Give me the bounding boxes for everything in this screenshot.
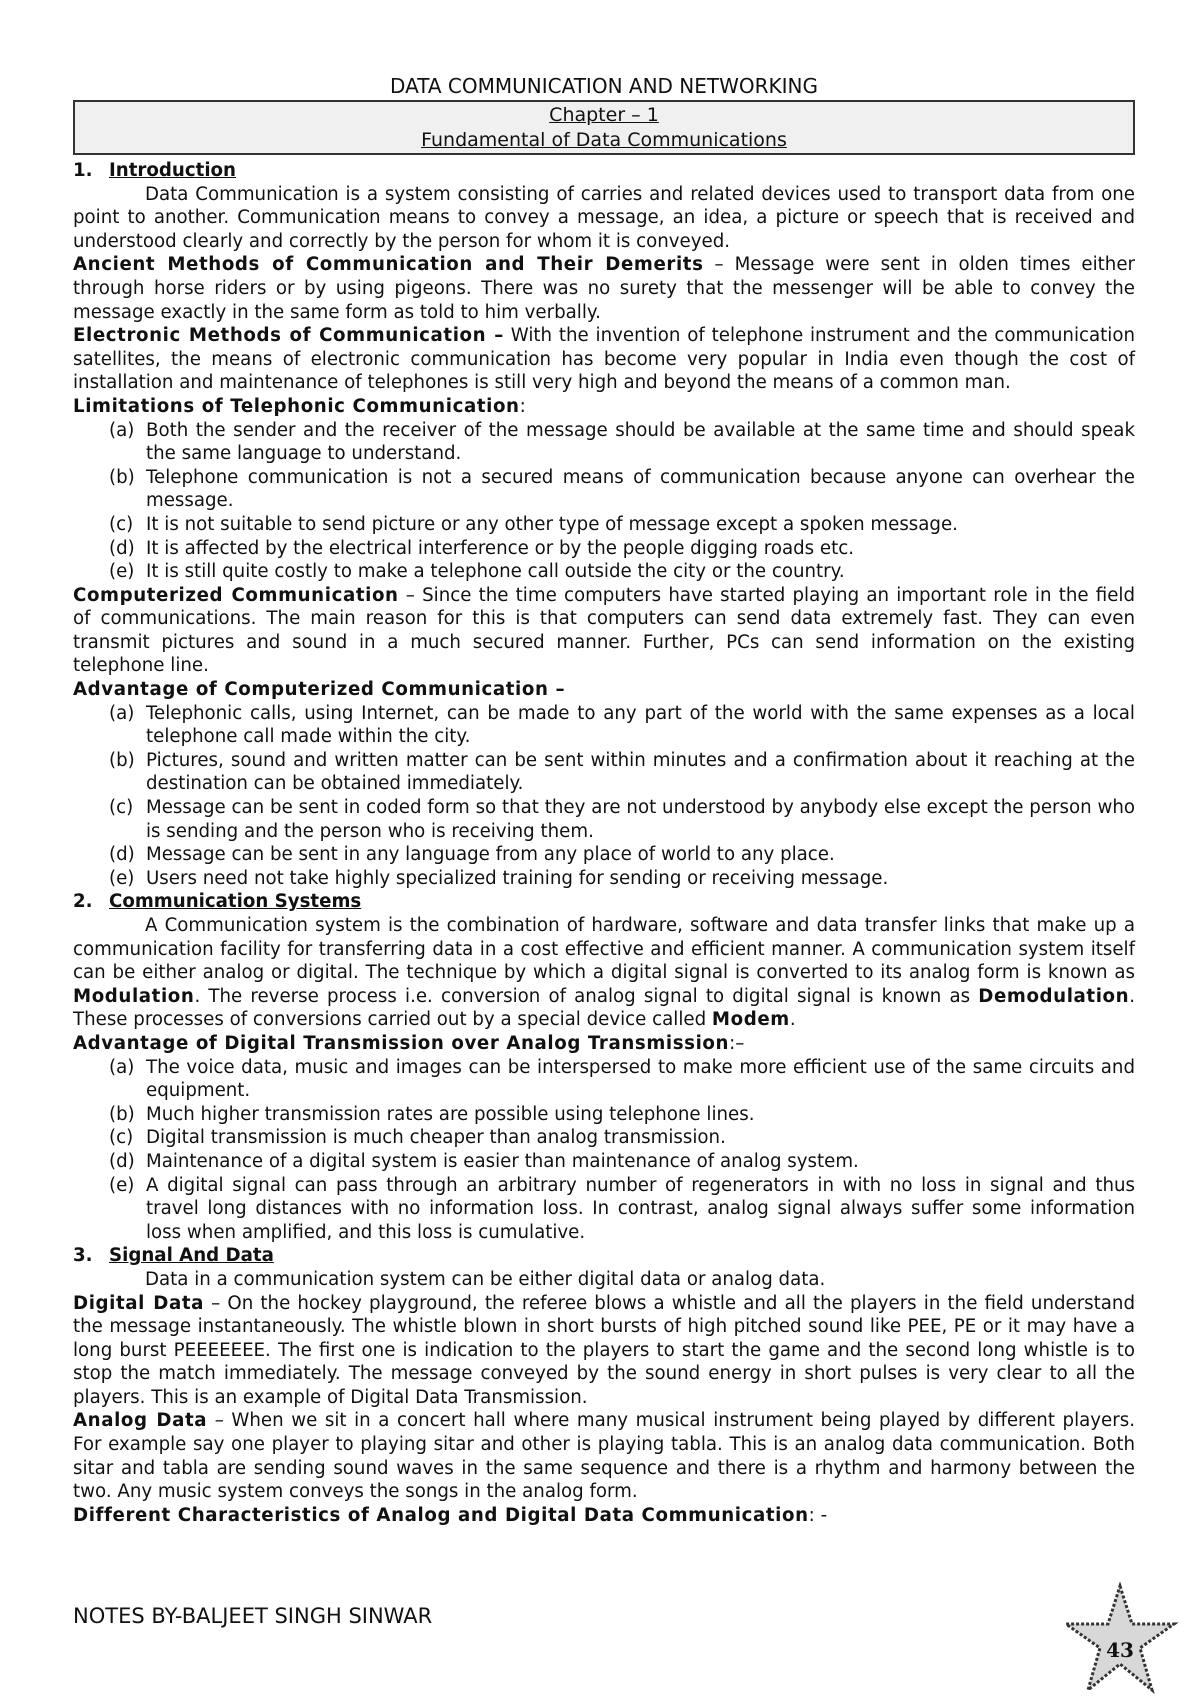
list-marker: (a) bbox=[109, 419, 135, 441]
list-item bbox=[109, 513, 1135, 537]
heading-tail: :– bbox=[729, 1032, 745, 1054]
list-marker: (e) bbox=[109, 561, 135, 583]
digital-data-text: – On the hockey playground, the referee blows a whistle and all the players in the field understand the message instantaneously. The whistle blown in short bursts of high pitched sound like PEE, PE or it may have a long burst PEEEEEEE. The first one is indication to the players to start the game and the second long whistle is to stop the match immediately. The message conveyed by the sound energy in short pulses is very clear to all the players. This is an example of Digital Data Transmission. bbox=[73, 1292, 1136, 1408]
computerized-heading: Computerized Communication bbox=[73, 584, 399, 606]
digital-data-heading: Digital Data bbox=[73, 1292, 205, 1314]
list-item-text: It is not suitable to send picture or any other type of message except a spoken message. bbox=[146, 513, 958, 535]
digital-advantages-heading bbox=[73, 1032, 1135, 1056]
signal-data-intro: Data in a communication system can be either digital data or analog data. bbox=[145, 1268, 826, 1290]
list-marker: (c) bbox=[109, 1127, 134, 1149]
list-marker: (a) bbox=[109, 702, 135, 724]
electronic-methods-text: With the invention of telephone instrument and the communication satellites, the means of electronic communication has become very popular in India even though the cost of installation and maintenance of telephones is still very high and beyond the means of a common man. bbox=[73, 325, 1135, 394]
list-item bbox=[109, 1174, 1135, 1245]
list-marker: (c) bbox=[109, 797, 134, 819]
advantages-heading bbox=[73, 678, 1135, 702]
document-page bbox=[73, 72, 1135, 1527]
list-marker: (a) bbox=[109, 1056, 135, 1078]
chapter-header-box bbox=[73, 100, 1135, 155]
list-marker: (b) bbox=[109, 749, 135, 771]
chapter-label: Chapter – 1 bbox=[549, 104, 659, 126]
communication-systems-paragraph bbox=[73, 914, 1135, 1032]
paragraph-text: . The reverse process i.e. conversion of analog signal to digital signal is known as bbox=[194, 985, 979, 1007]
section-title: Communication Systems bbox=[109, 891, 362, 913]
term-modem: Modem bbox=[711, 1009, 790, 1031]
list-item bbox=[109, 749, 1135, 796]
list-item-text: Digital transmission is much cheaper than analog transmission. bbox=[146, 1127, 726, 1149]
list-item-text: Message can be sent in coded form so that they are not understood by anybody else except the person who is sending and the person who is receiving them. bbox=[146, 797, 1135, 842]
footer-notes: NOTES BY-BALJEET SINGH SINWAR bbox=[73, 1604, 433, 1628]
list-marker: (b) bbox=[109, 466, 135, 488]
list-item-text: Pictures, sound and written matter can be sent within minutes and a confirmation about it reaching at the destination can be obtained immediately. bbox=[146, 749, 1135, 795]
list-item-text: Telephone communication is not a secured means of communication because anyone can overhear the message. bbox=[146, 466, 1135, 512]
paragraph-text: . bbox=[789, 1009, 796, 1031]
page-number-star-icon bbox=[1052, 1582, 1188, 1698]
term-demodulation: Demodulation bbox=[978, 985, 1130, 1007]
list-marker: (e) bbox=[109, 1174, 135, 1196]
section-number: 3. bbox=[73, 1245, 93, 1267]
limitations-colon: : bbox=[519, 395, 526, 417]
list-item bbox=[109, 1103, 1135, 1127]
list-item bbox=[109, 1056, 1135, 1103]
list-item bbox=[109, 796, 1135, 843]
electronic-methods-heading: Electronic Methods of Communication – bbox=[73, 325, 504, 347]
list-item bbox=[109, 867, 1135, 891]
list-item-text: Users need not take highly specialized training for sending or receiving message. bbox=[146, 867, 889, 889]
analog-data-text: – When we sit in a concert hall where many musical instrument being played by different players. For example say one player to playing sitar and other is playing tabla. This is an analog data communication. Both sitar and tabla are sending sound waves in the same sequence and there is a rhythm and harmony between the two. Any music system conveys the songs in the analog form. bbox=[73, 1410, 1135, 1503]
section-3-heading bbox=[73, 1244, 1135, 1268]
ancient-methods-paragraph bbox=[73, 253, 1135, 324]
section-2-heading bbox=[73, 890, 1135, 914]
list-item-text: The voice data, music and images can be interspersed to make more efficient use of the same circuits and equipment. bbox=[146, 1056, 1135, 1102]
ancient-methods-heading: Ancient Methods of Communication and Their Demerits bbox=[73, 254, 704, 276]
list-marker: (d) bbox=[109, 1150, 135, 1172]
limitations-heading bbox=[73, 395, 1135, 419]
document-title: DATA COMMUNICATION AND NETWORKING bbox=[390, 74, 818, 98]
digital-data-paragraph bbox=[73, 1292, 1135, 1410]
list-item-text: Message can be sent in any language from any place of world to any place. bbox=[146, 844, 835, 866]
digital-advantages-list bbox=[73, 1056, 1135, 1245]
list-item-text: Maintenance of a digital system is easier than maintenance of analog system. bbox=[146, 1150, 859, 1172]
analog-data-paragraph bbox=[73, 1409, 1135, 1503]
list-item bbox=[109, 843, 1135, 867]
list-item bbox=[109, 560, 1135, 584]
chapter-title: Fundamental of Data Communications bbox=[421, 129, 787, 151]
page-number: 43 bbox=[1106, 1638, 1134, 1662]
list-item-text: Telephonic calls, using Internet, can be made to any part of the world with the same expenses as a local telephone call made within the city. bbox=[146, 702, 1135, 748]
section-1-heading bbox=[73, 159, 1135, 183]
list-item-text: It is still quite costly to make a telephone call outside the city or the country. bbox=[146, 561, 845, 583]
computerized-text: – Since the time computers have started playing an important role in the field of communications. The main reason for this is that computers can send data extremely fast. They can even transmit pictures and sound in a much secured manner. Further, PCs can send information on the existing telephone line. bbox=[73, 584, 1135, 677]
intro-paragraph: Data Communication is a system consisting of carries and related devices used to transport data from one point to another. Communication means to convey a message, an idea, a picture or speech that is received and understood clearly and correctly by the person for whom it is conveyed. bbox=[73, 183, 1135, 252]
list-item bbox=[109, 466, 1135, 513]
limitations-list bbox=[73, 419, 1135, 584]
ancient-methods-text: – Message were sent in olden times either through horse riders or by using pigeons. There was no surety that the messenger will be able to convey the message exactly in the same form as told to him verbally. bbox=[73, 254, 1135, 323]
advantages-heading-text: Advantage of Computerized Communication – bbox=[73, 679, 566, 701]
section-title: Signal And Data bbox=[109, 1245, 274, 1267]
list-marker: (d) bbox=[109, 537, 135, 559]
list-marker: (b) bbox=[109, 1103, 135, 1125]
list-marker: (e) bbox=[109, 867, 135, 889]
paragraph-text: A Communication system is the combination of hardware, software and data transfer links that make up a communication facility for transferring data in a cost effective and efficient manner. A communication system itself can be either analog or digital. The technique by which a digital signal is converted to its analog form is known as bbox=[73, 915, 1135, 984]
list-marker: (d) bbox=[109, 844, 135, 866]
computerized-advantages-list bbox=[73, 702, 1135, 891]
list-item-text: Both the sender and the receiver of the message should be available at the same time and should speak the same language to understand. bbox=[146, 419, 1135, 465]
list-item bbox=[109, 1126, 1135, 1150]
term-modulation: Modulation bbox=[73, 985, 195, 1007]
characteristics-heading bbox=[73, 1504, 1135, 1528]
list-item bbox=[109, 537, 1135, 561]
electronic-methods-paragraph bbox=[73, 324, 1135, 395]
digital-advantages-heading-text: Advantage of Digital Transmission over Analog Transmission bbox=[73, 1032, 730, 1054]
section-number: 1. bbox=[73, 160, 93, 181]
characteristics-heading-text: Different Characteristics of Analog and Digital Data Communication bbox=[73, 1504, 809, 1526]
heading-tail: : - bbox=[808, 1504, 828, 1526]
section-number: 2. bbox=[73, 891, 93, 913]
paragraph-text: . These processes of conversions carried out by a special device called bbox=[73, 985, 1135, 1031]
computerized-paragraph bbox=[73, 584, 1135, 678]
list-item-text: Much higher transmission rates are possible using telephone lines. bbox=[146, 1103, 755, 1125]
analog-data-heading: Analog Data bbox=[73, 1410, 208, 1432]
list-item bbox=[109, 702, 1135, 749]
list-item bbox=[109, 1150, 1135, 1174]
limitations-heading-text: Limitations of Telephonic Communication bbox=[73, 395, 520, 417]
list-item-text: A digital signal can pass through an arbitrary number of regenerators in with no loss in signal and thus travel long distances with no information loss. In contrast, analog signal always suffer some information loss when amplified, and this loss is cumulative. bbox=[146, 1174, 1135, 1243]
list-item-text: It is affected by the electrical interference or by the people digging roads etc. bbox=[146, 537, 855, 559]
section-title: Introduction bbox=[109, 160, 236, 181]
list-item bbox=[109, 419, 1135, 466]
list-marker: (c) bbox=[109, 513, 134, 535]
